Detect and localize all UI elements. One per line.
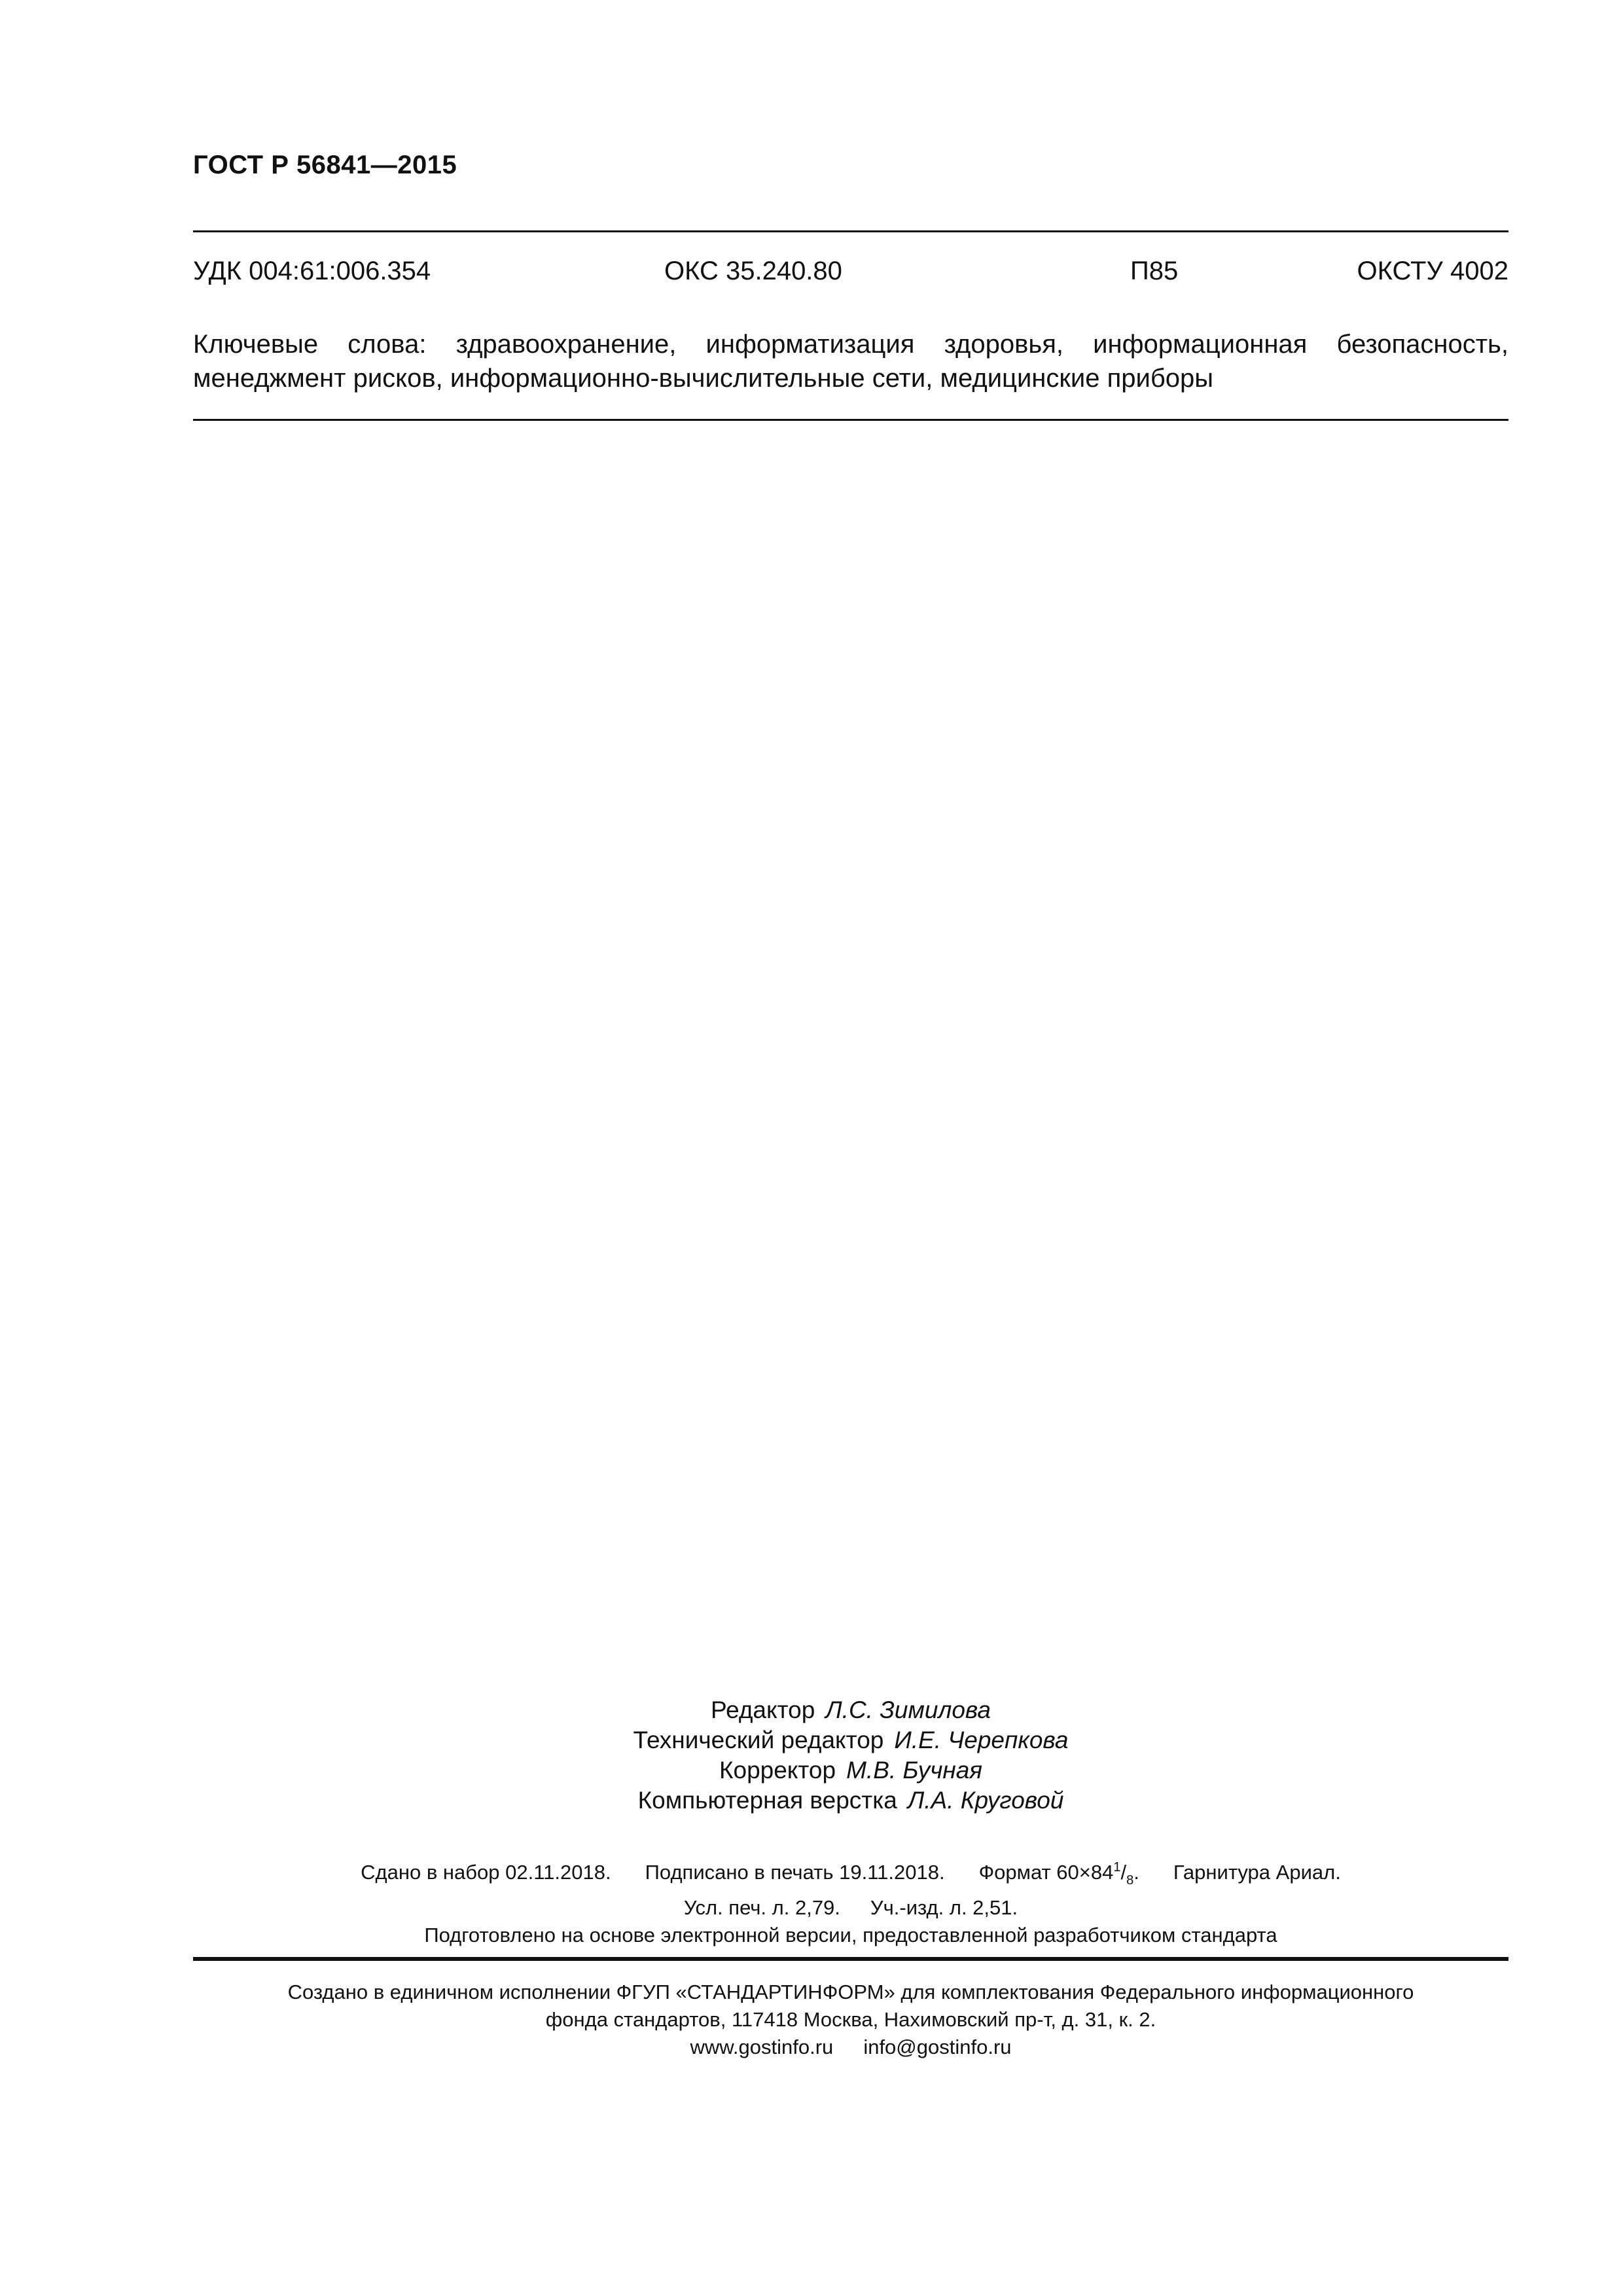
typeface: Гарнитура Ариал. xyxy=(1173,1861,1341,1884)
okstu-code: ОКСТУ 4002 xyxy=(1357,257,1508,285)
editorial-staff xyxy=(0,1695,1623,1816)
footer-divider xyxy=(193,1957,1508,1961)
staff-role: Корректор xyxy=(719,1757,836,1784)
staff-name: М.В. Бучная xyxy=(846,1757,983,1784)
staff-role: Компьютерная верстка xyxy=(637,1787,897,1814)
keywords-paragraph: Ключевые слова: здравоохранение, информатизация здоровья, информационная безопасность, менеджмент рисков, информационно-вычислительные сети, медицинские приборы xyxy=(193,330,1508,393)
staff-editor xyxy=(0,1695,1623,1725)
footer-contacts xyxy=(0,2034,1623,2061)
oks-code: ОКС 35.240.80 xyxy=(664,257,842,285)
print-imprint xyxy=(0,1854,1623,1949)
imprint-line-1 xyxy=(0,1854,1623,1894)
submitted-date: Сдано в набор 02.11.2018. xyxy=(361,1861,611,1884)
staff-role: Редактор xyxy=(711,1696,815,1723)
staff-technical-editor xyxy=(0,1725,1623,1755)
staff-name: И.Е. Черепкова xyxy=(894,1727,1069,1753)
classifier-code: П85 xyxy=(1130,257,1179,285)
staff-name: Л.С. Зимилова xyxy=(825,1696,991,1723)
footer-line-1: Создано в единичном исполнении ФГУП «СТАНДАРТИНФОРМ» для комплектования Федерального информационного xyxy=(287,1981,1414,2003)
imprint-line-2 xyxy=(0,1894,1623,1922)
paper-format: Формат $60\times 84^1/_8$. xyxy=(978,1860,1139,1888)
publisher-footer xyxy=(0,1979,1623,2061)
signed-date: Подписано в печать 19.11.2018. xyxy=(645,1861,945,1884)
email-link[interactable]: info@gostinfo.ru xyxy=(863,2036,1012,2058)
staff-name: Л.А. Круговой xyxy=(907,1787,1064,1814)
udk-code: УДК 004:61:006.354 xyxy=(193,257,431,285)
standard-designation: ГОСТ Р 56841—2015 xyxy=(193,151,457,179)
website-link[interactable]: www.gostinfo.ru xyxy=(690,2036,834,2058)
footer-line-2: фонда стандартов, 117418 Москва, Нахимовский пр-т, д. 31, к. 2. xyxy=(545,2008,1156,2031)
staff-role: Технический редактор xyxy=(633,1727,884,1753)
top-divider xyxy=(193,230,1508,232)
staff-layout xyxy=(0,1785,1623,1816)
publication-sheets: Уч.-изд. л. 2,51. xyxy=(870,1896,1018,1919)
staff-proofreader xyxy=(0,1755,1623,1785)
prepared-note: Подготовлено на основе электронной версии, предоставленной разработчиком стандарта xyxy=(424,1924,1277,1946)
keywords-divider xyxy=(193,419,1508,421)
print-sheets: Усл. печ. л. 2,79. xyxy=(683,1896,840,1919)
